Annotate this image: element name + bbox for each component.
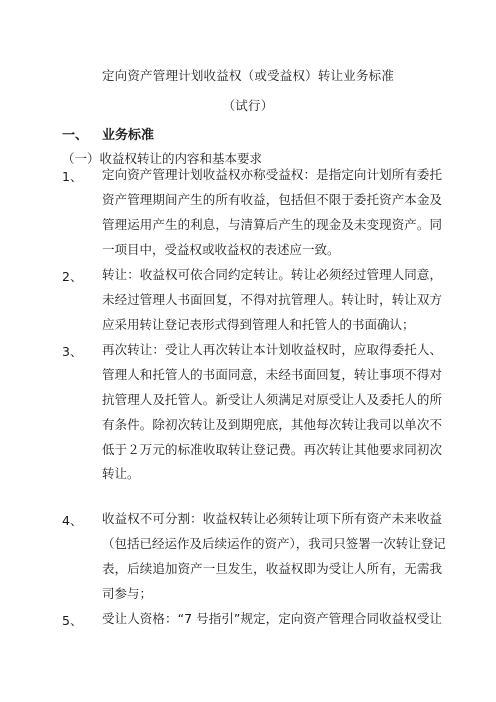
item-body xyxy=(102,342,442,491)
item-line: 转让：收益权可依合同约定转让。转让必须经过管理人同意， xyxy=(102,267,442,282)
item-line: 低于２万元的标准收取转让登记费。再次转让其他要求同初次 xyxy=(102,441,442,457)
item-line: 有条件。除初次转让及到期兜底，其他每次转让我司以单次不 xyxy=(102,416,442,432)
item-line: 抗管理人及托管人。新受让人须满足对原受让人及委托人的所 xyxy=(102,391,442,407)
item-body xyxy=(102,611,442,636)
item-line: 一项目中，受益权或收益权的表述应一致。 xyxy=(102,241,340,257)
item-line: 收益权不可分割：收益权转让必须转让项下所有资产未来收益 xyxy=(102,511,442,526)
item-line: 定向资产管理计划收益权亦称受益权：是指定向计划所有委托 xyxy=(102,167,442,182)
section-title: 业务标准 xyxy=(102,128,155,143)
item-line: （包括已经运作及后续运作的资产），我司只签署一次转让登记 xyxy=(102,535,446,551)
item-line: 表，后续追加资产一旦发生，收益权即为受让人所有，无需我 xyxy=(102,560,442,576)
item-body xyxy=(102,167,442,267)
item-line: 受让人资格：“7 号指引”规定，定向资产管理合同收益权受让 xyxy=(102,611,442,626)
item-line: 管理人和托管人的书面同意，未经书面回复，转让事项不得对 xyxy=(102,366,442,382)
item-line: 应采用转让登记表形式得到管理人和托管人的书面确认； xyxy=(102,316,415,332)
section-heading xyxy=(62,124,154,143)
item-index: 3、 xyxy=(62,344,83,359)
item-index: 2、 xyxy=(62,269,83,284)
subsection-heading: （一）收益权转让的内容和基本要求 xyxy=(62,151,263,166)
item-line: 资产管理期间产生的所有收益，包括但不限于委托资产本金及 xyxy=(102,191,442,207)
item-index: 1、 xyxy=(62,169,83,184)
document-title: 定向资产管理计划收益权（或受益权）转让业务标准 xyxy=(101,68,395,83)
item-line: 司参与； xyxy=(102,585,153,601)
item-body xyxy=(102,511,446,611)
item-line: 未经过管理人书面回复，不得对抗管理人。转让时，转让双方 xyxy=(102,291,442,307)
section-number: 一、 xyxy=(62,128,89,143)
item-line: 再次转让：受让人再次转让本计划收益权时，应取得委托人、 xyxy=(102,342,442,357)
document-subtitle: （试行） xyxy=(222,98,274,113)
item-line: 转让。 xyxy=(102,466,140,482)
item-body xyxy=(102,267,442,342)
item-index: 4、 xyxy=(62,513,83,528)
item-line: 管理运用产生的利息，与清算后产生的现金及未变现资产。同 xyxy=(102,216,442,232)
item-index: 5、 xyxy=(62,613,83,628)
